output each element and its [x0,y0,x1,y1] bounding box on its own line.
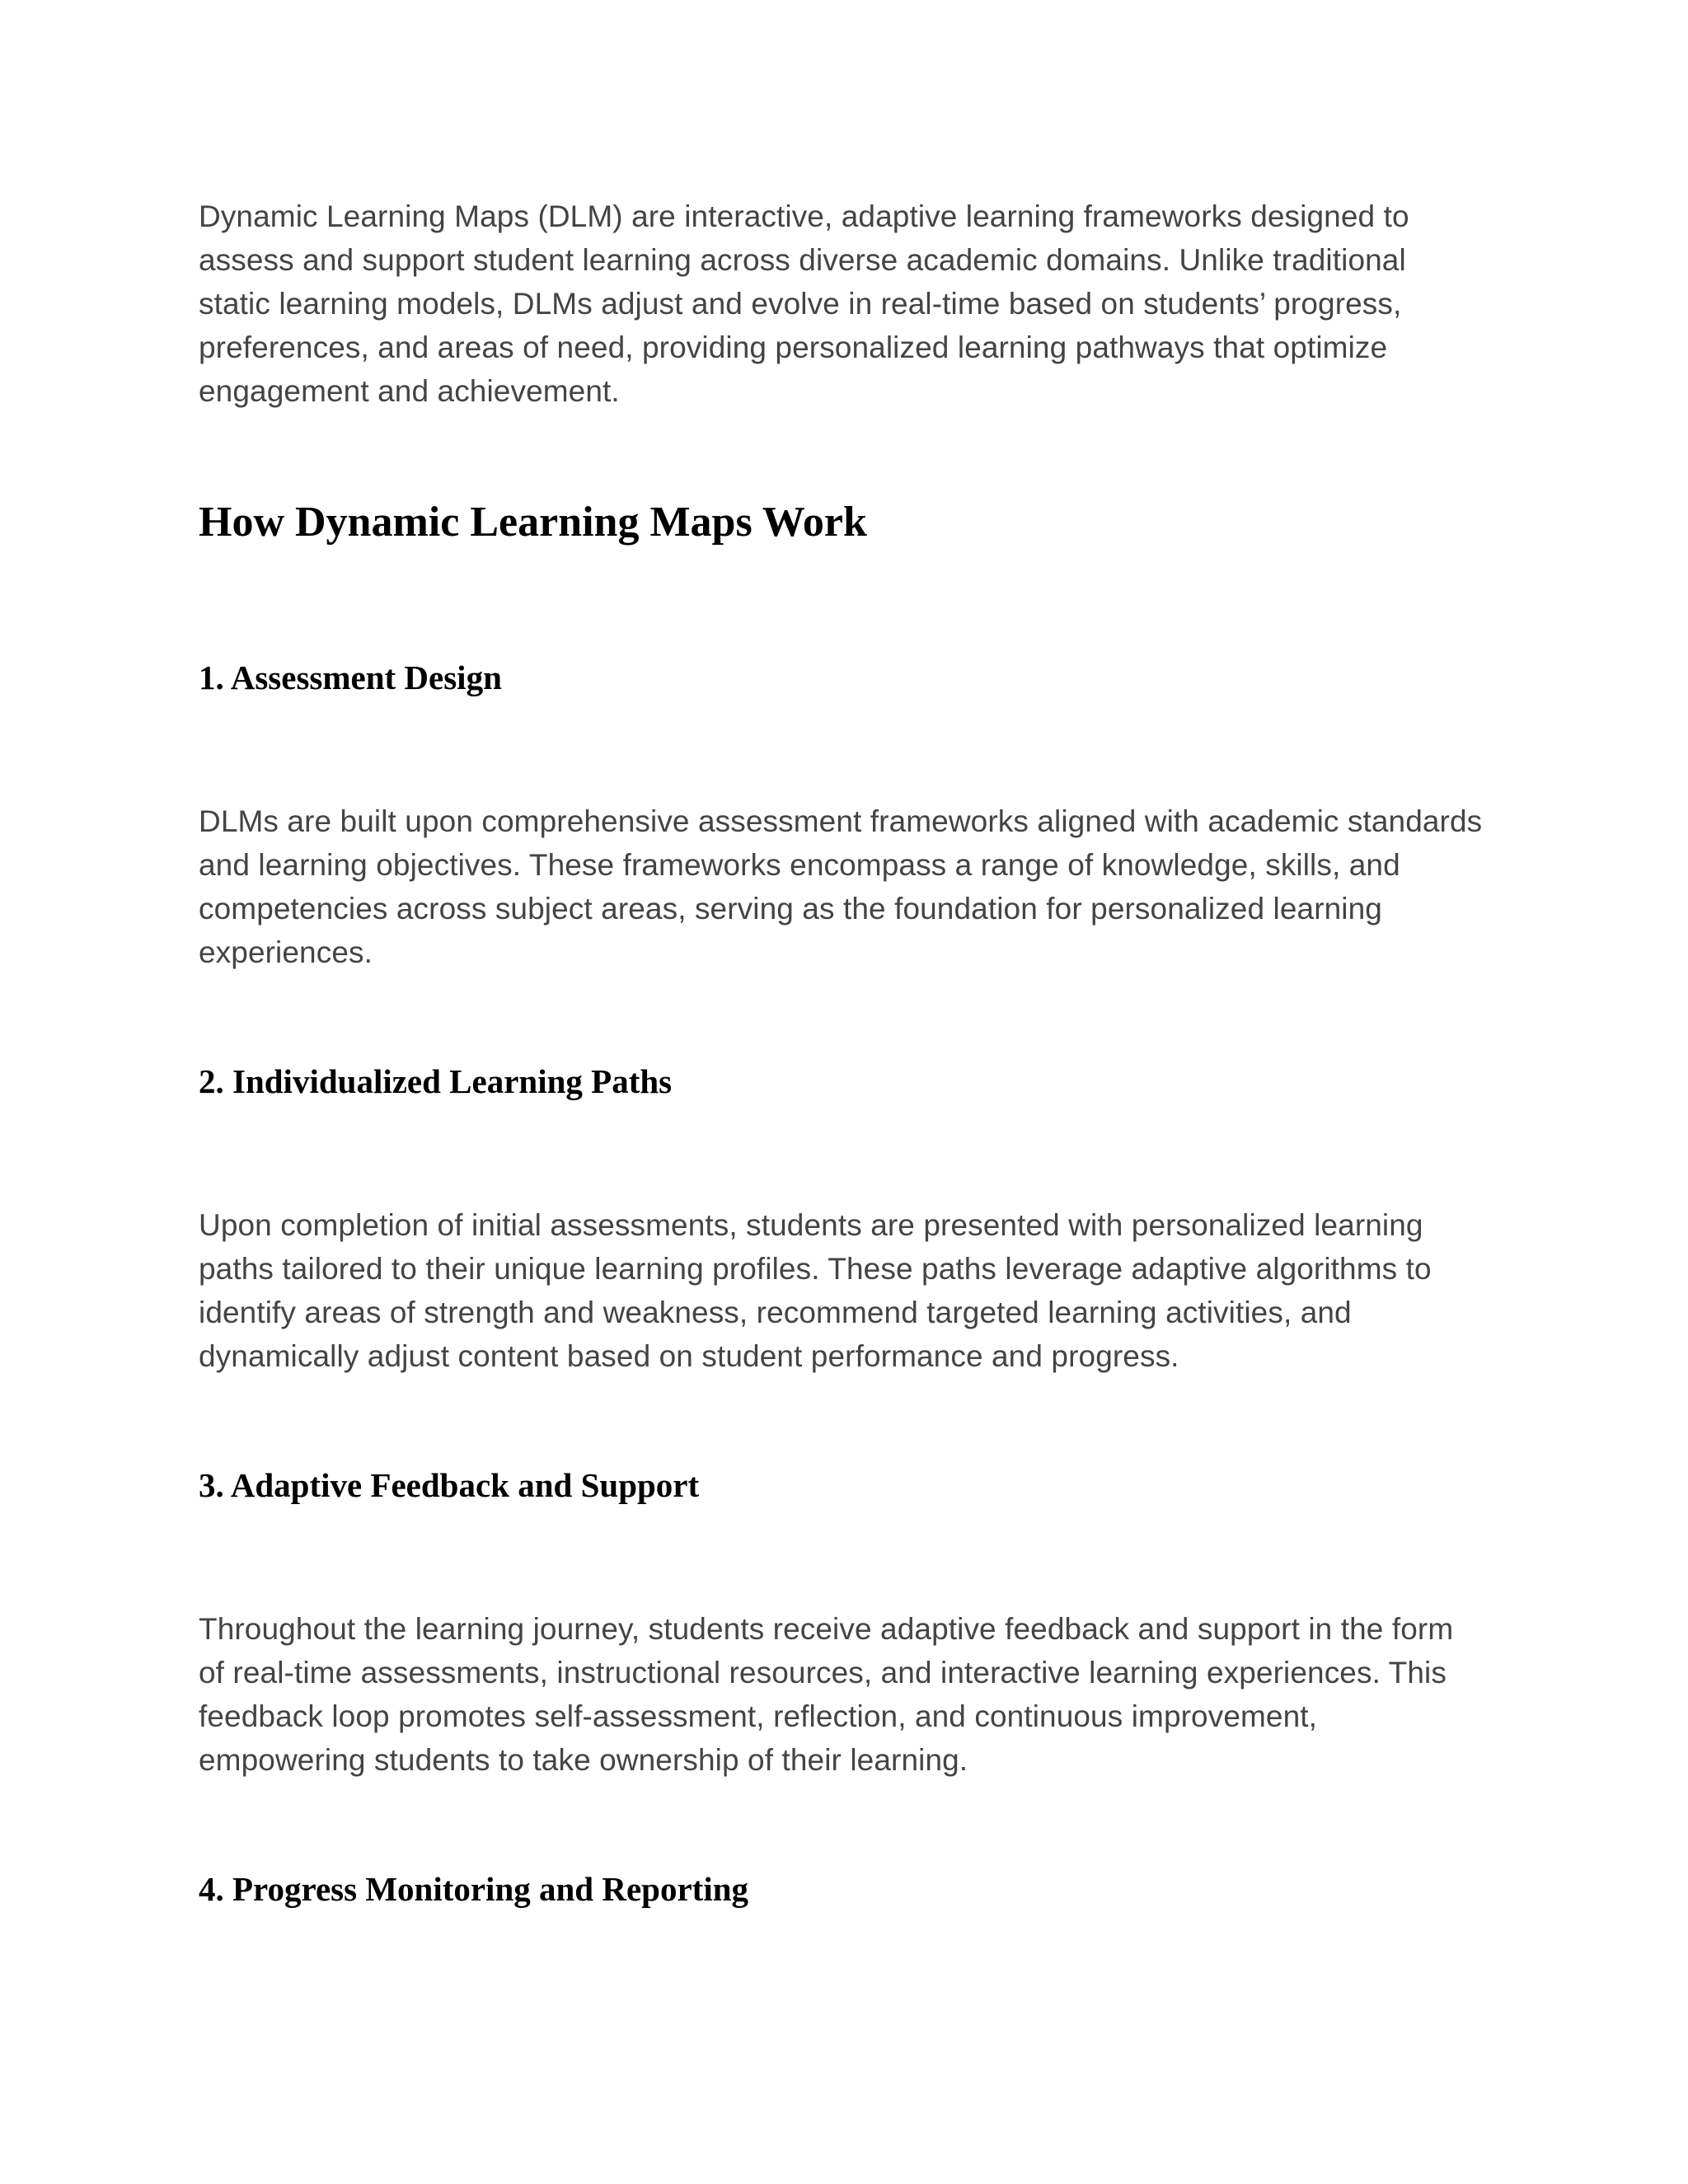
item-2-heading-block [199,1059,1484,1104]
item-3-heading-block [199,1463,1484,1507]
item-2-body-block [199,1203,1484,1378]
item-heading-individualized-learning-paths: 2. Individualized Learning Paths [199,1062,673,1100]
item-heading-adaptive-feedback: 3. Adaptive Feedback and Support [199,1466,700,1504]
intro-section [199,194,1484,413]
item-1-body-block [199,799,1484,974]
item-4-heading-block [199,1867,1484,1911]
item-heading-assessment-design: 1. Assessment Design [199,658,502,696]
intro-paragraph: Dynamic Learning Maps (DLM) are interactive, adaptive learning frameworks designed to assess and support student learning across diverse academic domains. Unlike traditional static learning models, DLMs adjust and evolve in real-time based on students’ progress, preferences, and areas of need, providing personalized learning pathways that optimize engagement and achievement. [199,199,1409,408]
item-body-assessment-design: DLMs are built upon comprehensive assessment frameworks aligned with academic standards and learning objectives. These frameworks encompass a range of knowledge, skills, and competencies across subject areas, serving as the foundation for personalized learning experiences. [199,804,1483,969]
item-body-adaptive-feedback: Throughout the learning journey, students receive adaptive feedback and support in the form of real-time assessments, instructional resources, and interactive learning experiences. This feedback loop promotes self-assessment, reflection, and continuous improvement, empowering students to take ownership of their learning. [199,1612,1454,1777]
section-heading: How Dynamic Learning Maps Work [199,499,867,546]
item-body-individualized-learning-paths: Upon completion of initial assessments, students are presented with personalized learning paths tailored to their unique learning profiles. These paths leverage adaptive algorithms to identify areas of strength and weakness, recommend targeted learning activities, and dynamically adjust content based on student performance and progress. [199,1208,1432,1373]
item-heading-progress-monitoring: 4. Progress Monitoring and Reporting [199,1870,749,1908]
section-heading-block [199,496,1484,549]
item-1-heading-block [199,655,1484,700]
item-3-body-block [199,1607,1484,1782]
